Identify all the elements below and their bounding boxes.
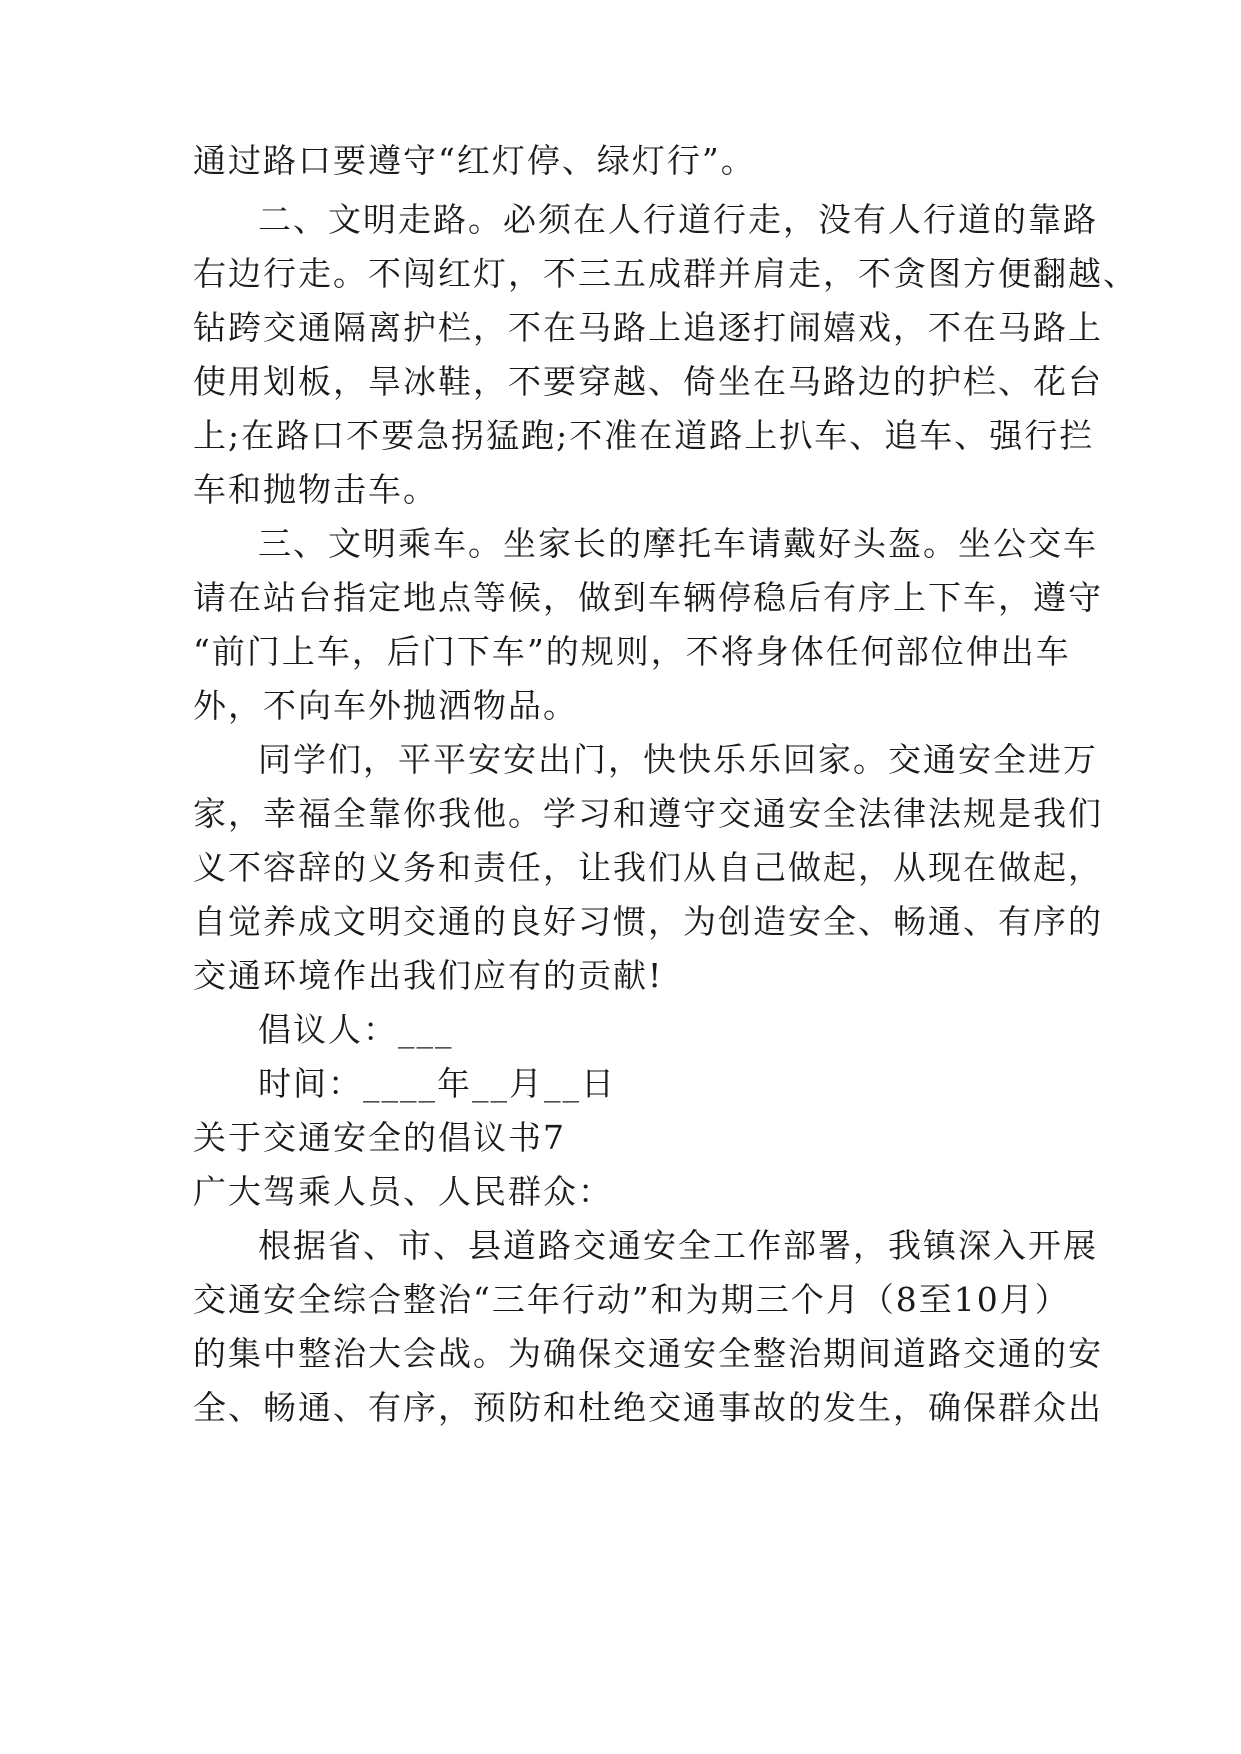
- text-line: 家，幸福全靠你我他。学习和遵守交通安全法律法规是我们: [193, 794, 1103, 833]
- text-line: 通过路口要遵守“红灯停、绿灯行”。: [193, 141, 756, 180]
- salutation: 广大驾乘人员、人民群众：: [193, 1172, 613, 1211]
- text-line: 外，不向车外抛洒物品。: [193, 686, 578, 725]
- paragraph-line: 同学们，平平安安出门，快快乐乐回家。交通安全进万: [258, 740, 1098, 779]
- text-line: 交通安全综合整治“三年行动”和为期三个月（8至10月）: [193, 1280, 1070, 1319]
- text-line: 交通环境作出我们应有的贡献!: [193, 956, 664, 995]
- proposer-line: 倡议人：___: [258, 1010, 454, 1049]
- text-line: 右边行走。不闯红灯，不三五成群并肩走，不贪图方便翻越、: [193, 254, 1138, 293]
- paragraph-line: 根据省、市、县道路交通安全工作部署，我镇深入开展: [258, 1226, 1098, 1265]
- text-line: 上;在路口不要急拐猛跑;不准在道路上扒车、追车、强行拦: [193, 416, 1095, 455]
- text-line: 请在站台指定地点等候，做到车辆停稳后有序上下车，遵守: [193, 578, 1103, 617]
- paragraph-line: 三、文明乘车。坐家长的摩托车请戴好头盔。坐公交车: [258, 524, 1098, 563]
- paragraph-line: 二、文明走路。必须在人行道行走，没有人行道的靠路: [258, 200, 1098, 239]
- section-title: 关于交通安全的倡议书7: [193, 1118, 566, 1157]
- text-line: “前门上车，后门下车”的规则，不将身体任何部位伸出车: [193, 632, 1071, 671]
- text-line: 义不容辞的义务和责任，让我们从自己做起，从现在做起，: [193, 848, 1103, 887]
- text-line: 车和抛物击车。: [193, 470, 438, 509]
- text-line: 使用划板，旱冰鞋，不要穿越、倚坐在马路边的护栏、花台: [193, 362, 1103, 401]
- text-line: 的集中整治大会战。为确保交通安全整治期间道路交通的安: [193, 1334, 1103, 1373]
- text-line: 钻跨交通隔离护栏，不在马路上追逐打闹嬉戏，不在马路上: [193, 308, 1103, 347]
- date-line: 时间：____年__月__日: [258, 1064, 616, 1103]
- text-line: 全、畅通、有序，预防和杜绝交通事故的发生，确保群众出: [193, 1388, 1103, 1427]
- text-line: 自觉养成文明交通的良好习惯，为创造安全、畅通、有序的: [193, 902, 1103, 941]
